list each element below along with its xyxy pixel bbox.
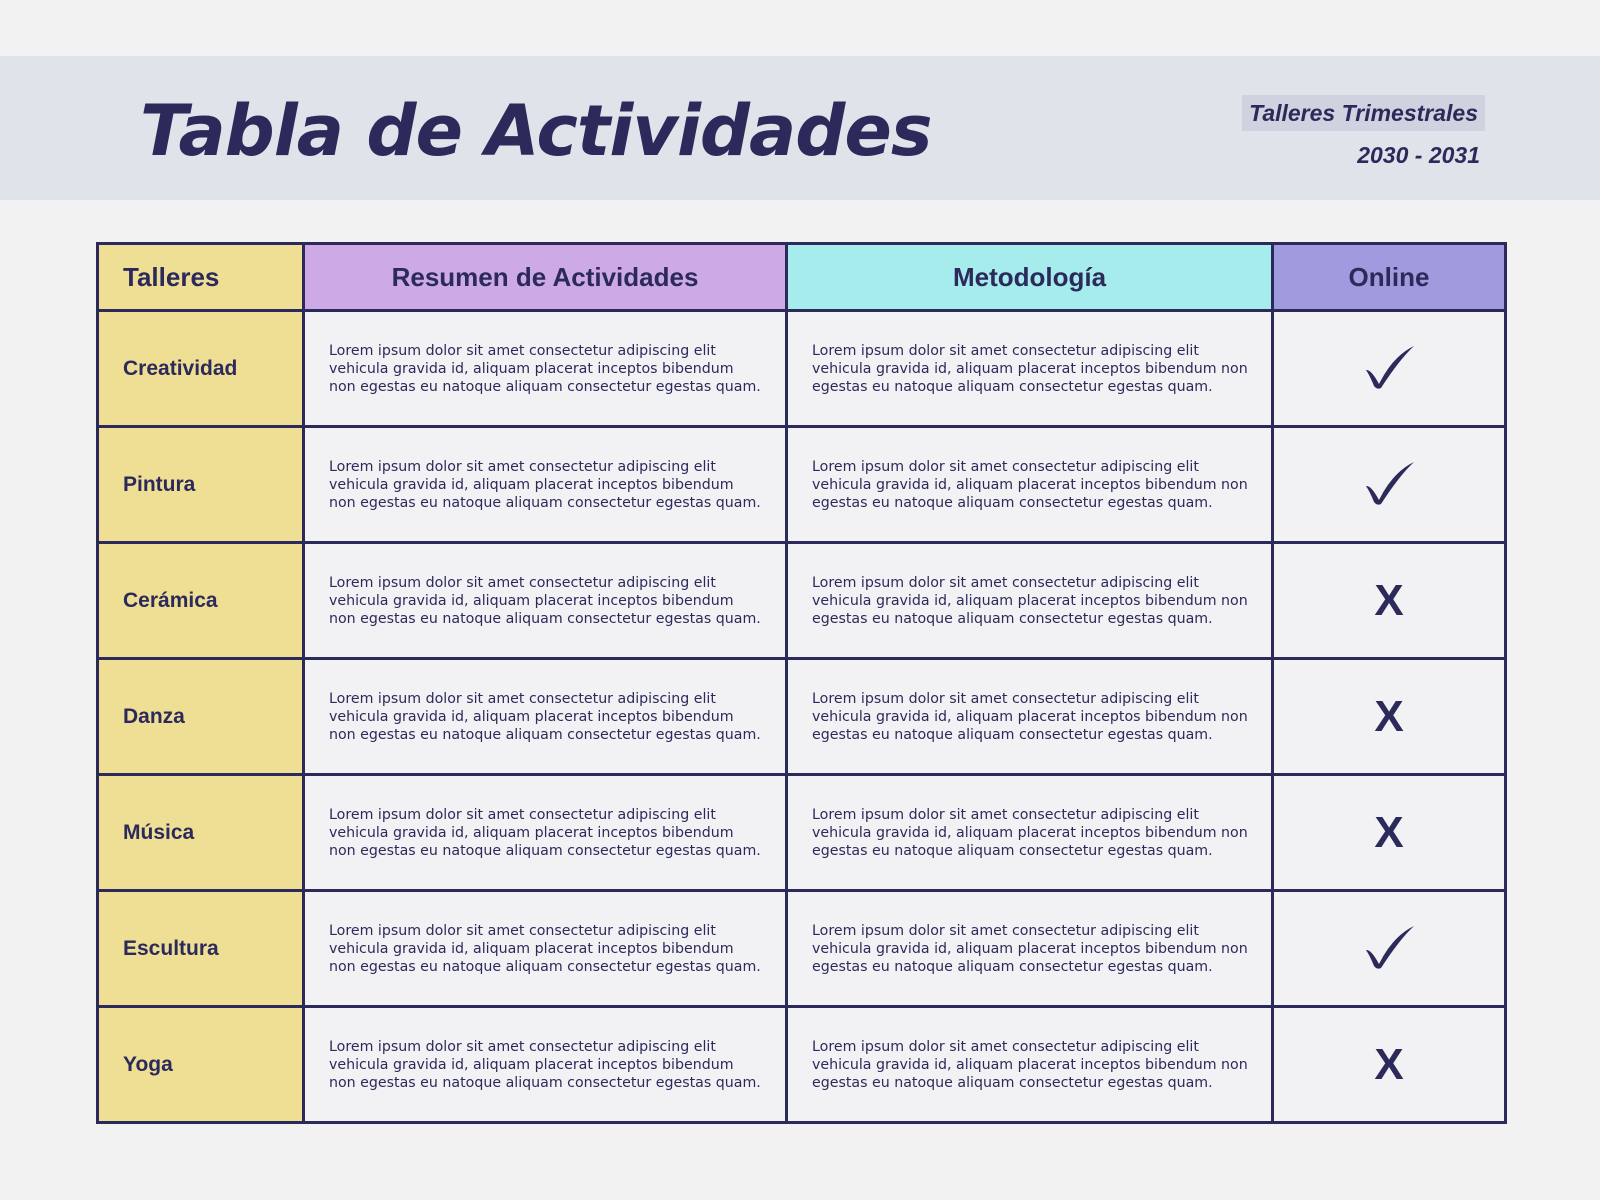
taller-name-cell: Escultura xyxy=(98,891,304,1007)
metodologia-cell: Lorem ipsum dolor sit amet consectetur adipiscing elit vehicula gravida id, aliquam placerat inceptos bibendum non egestas eu natoque aliquam consectetur egestas quam. xyxy=(787,543,1273,659)
activities-table-container xyxy=(96,242,1507,1124)
svg-text:X: X xyxy=(1374,808,1404,856)
x-mark-icon xyxy=(1359,1036,1419,1088)
resumen-cell: Lorem ipsum dolor sit amet consectetur adipiscing elit vehicula gravida id, aliquam placerat inceptos bibendum non egestas eu natoque aliquam consectetur egestas quam. xyxy=(304,311,787,427)
table-row xyxy=(98,891,1506,1007)
taller-name-cell: Música xyxy=(98,775,304,891)
taller-name-cell: Yoga xyxy=(98,1007,304,1123)
metodologia-cell: Lorem ipsum dolor sit amet consectetur adipiscing elit vehicula gravida id, aliquam placerat inceptos bibendum non egestas eu natoque aliquam consectetur egestas quam. xyxy=(787,659,1273,775)
activities-table xyxy=(96,242,1507,1124)
column-header-metodologia: Metodología xyxy=(787,244,1273,311)
metodologia-cell: Lorem ipsum dolor sit amet consectetur adipiscing elit vehicula gravida id, aliquam placerat inceptos bibendum non egestas eu natoque aliquam consectetur egestas quam. xyxy=(787,427,1273,543)
svg-text:X: X xyxy=(1374,1040,1404,1088)
page-title: Tabla de Actividades xyxy=(140,90,932,172)
metodologia-cell: Lorem ipsum dolor sit amet consectetur adipiscing elit vehicula gravida id, aliquam placerat inceptos bibendum non egestas eu natoque aliquam consectetur egestas quam. xyxy=(787,775,1273,891)
table-row xyxy=(98,543,1506,659)
checkmark-icon xyxy=(1359,340,1419,392)
x-mark-icon xyxy=(1359,572,1419,624)
resumen-cell: Lorem ipsum dolor sit amet consectetur adipiscing elit vehicula gravida id, aliquam placerat inceptos bibendum non egestas eu natoque aliquam consectetur egestas quam. xyxy=(304,1007,787,1123)
taller-name-cell: Pintura xyxy=(98,427,304,543)
taller-name-cell: Danza xyxy=(98,659,304,775)
resumen-cell: Lorem ipsum dolor sit amet consectetur adipiscing elit vehicula gravida id, aliquam placerat inceptos bibendum non egestas eu natoque aliquam consectetur egestas quam. xyxy=(304,775,787,891)
online-cell xyxy=(1273,427,1506,543)
online-cell xyxy=(1273,311,1506,427)
resumen-cell: Lorem ipsum dolor sit amet consectetur adipiscing elit vehicula gravida id, aliquam placerat inceptos bibendum non egestas eu natoque aliquam consectetur egestas quam. xyxy=(304,427,787,543)
online-cell xyxy=(1273,1007,1506,1123)
taller-name-cell: Cerámica xyxy=(98,543,304,659)
resumen-cell: Lorem ipsum dolor sit amet consectetur adipiscing elit vehicula gravida id, aliquam placerat inceptos bibendum non egestas eu natoque aliquam consectetur egestas quam. xyxy=(304,543,787,659)
table-row xyxy=(98,427,1506,543)
resumen-cell: Lorem ipsum dolor sit amet consectetur adipiscing elit vehicula gravida id, aliquam placerat inceptos bibendum non egestas eu natoque aliquam consectetur egestas quam. xyxy=(304,891,787,1007)
svg-text:X: X xyxy=(1374,692,1404,740)
table-row xyxy=(98,1007,1506,1123)
online-cell xyxy=(1273,775,1506,891)
online-cell xyxy=(1273,891,1506,1007)
x-mark-icon xyxy=(1359,804,1419,856)
svg-text:X: X xyxy=(1374,576,1404,624)
x-mark-icon xyxy=(1359,688,1419,740)
table-body xyxy=(98,311,1506,1123)
metodologia-cell: Lorem ipsum dolor sit amet consectetur adipiscing elit vehicula gravida id, aliquam placerat inceptos bibendum non egestas eu natoque aliquam consectetur egestas quam. xyxy=(787,311,1273,427)
table-header-row xyxy=(98,244,1506,311)
checkmark-icon xyxy=(1359,456,1419,508)
subtitle-badge: Talleres Trimestrales xyxy=(1242,95,1485,131)
resumen-cell: Lorem ipsum dolor sit amet consectetur adipiscing elit vehicula gravida id, aliquam placerat inceptos bibendum non egestas eu natoque aliquam consectetur egestas quam. xyxy=(304,659,787,775)
column-header-talleres: Talleres xyxy=(98,244,304,311)
taller-name-cell: Creatividad xyxy=(98,311,304,427)
online-cell xyxy=(1273,659,1506,775)
years-label: 2030 - 2031 xyxy=(1357,142,1480,168)
table-row xyxy=(98,311,1506,427)
table-row xyxy=(98,775,1506,891)
column-header-online: Online xyxy=(1273,244,1506,311)
checkmark-icon xyxy=(1359,920,1419,972)
column-header-resumen: Resumen de Actividades xyxy=(304,244,787,311)
online-cell xyxy=(1273,543,1506,659)
metodologia-cell: Lorem ipsum dolor sit amet consectetur adipiscing elit vehicula gravida id, aliquam placerat inceptos bibendum non egestas eu natoque aliquam consectetur egestas quam. xyxy=(787,891,1273,1007)
table-row xyxy=(98,659,1506,775)
metodologia-cell: Lorem ipsum dolor sit amet consectetur adipiscing elit vehicula gravida id, aliquam placerat inceptos bibendum non egestas eu natoque aliquam consectetur egestas quam. xyxy=(787,1007,1273,1123)
